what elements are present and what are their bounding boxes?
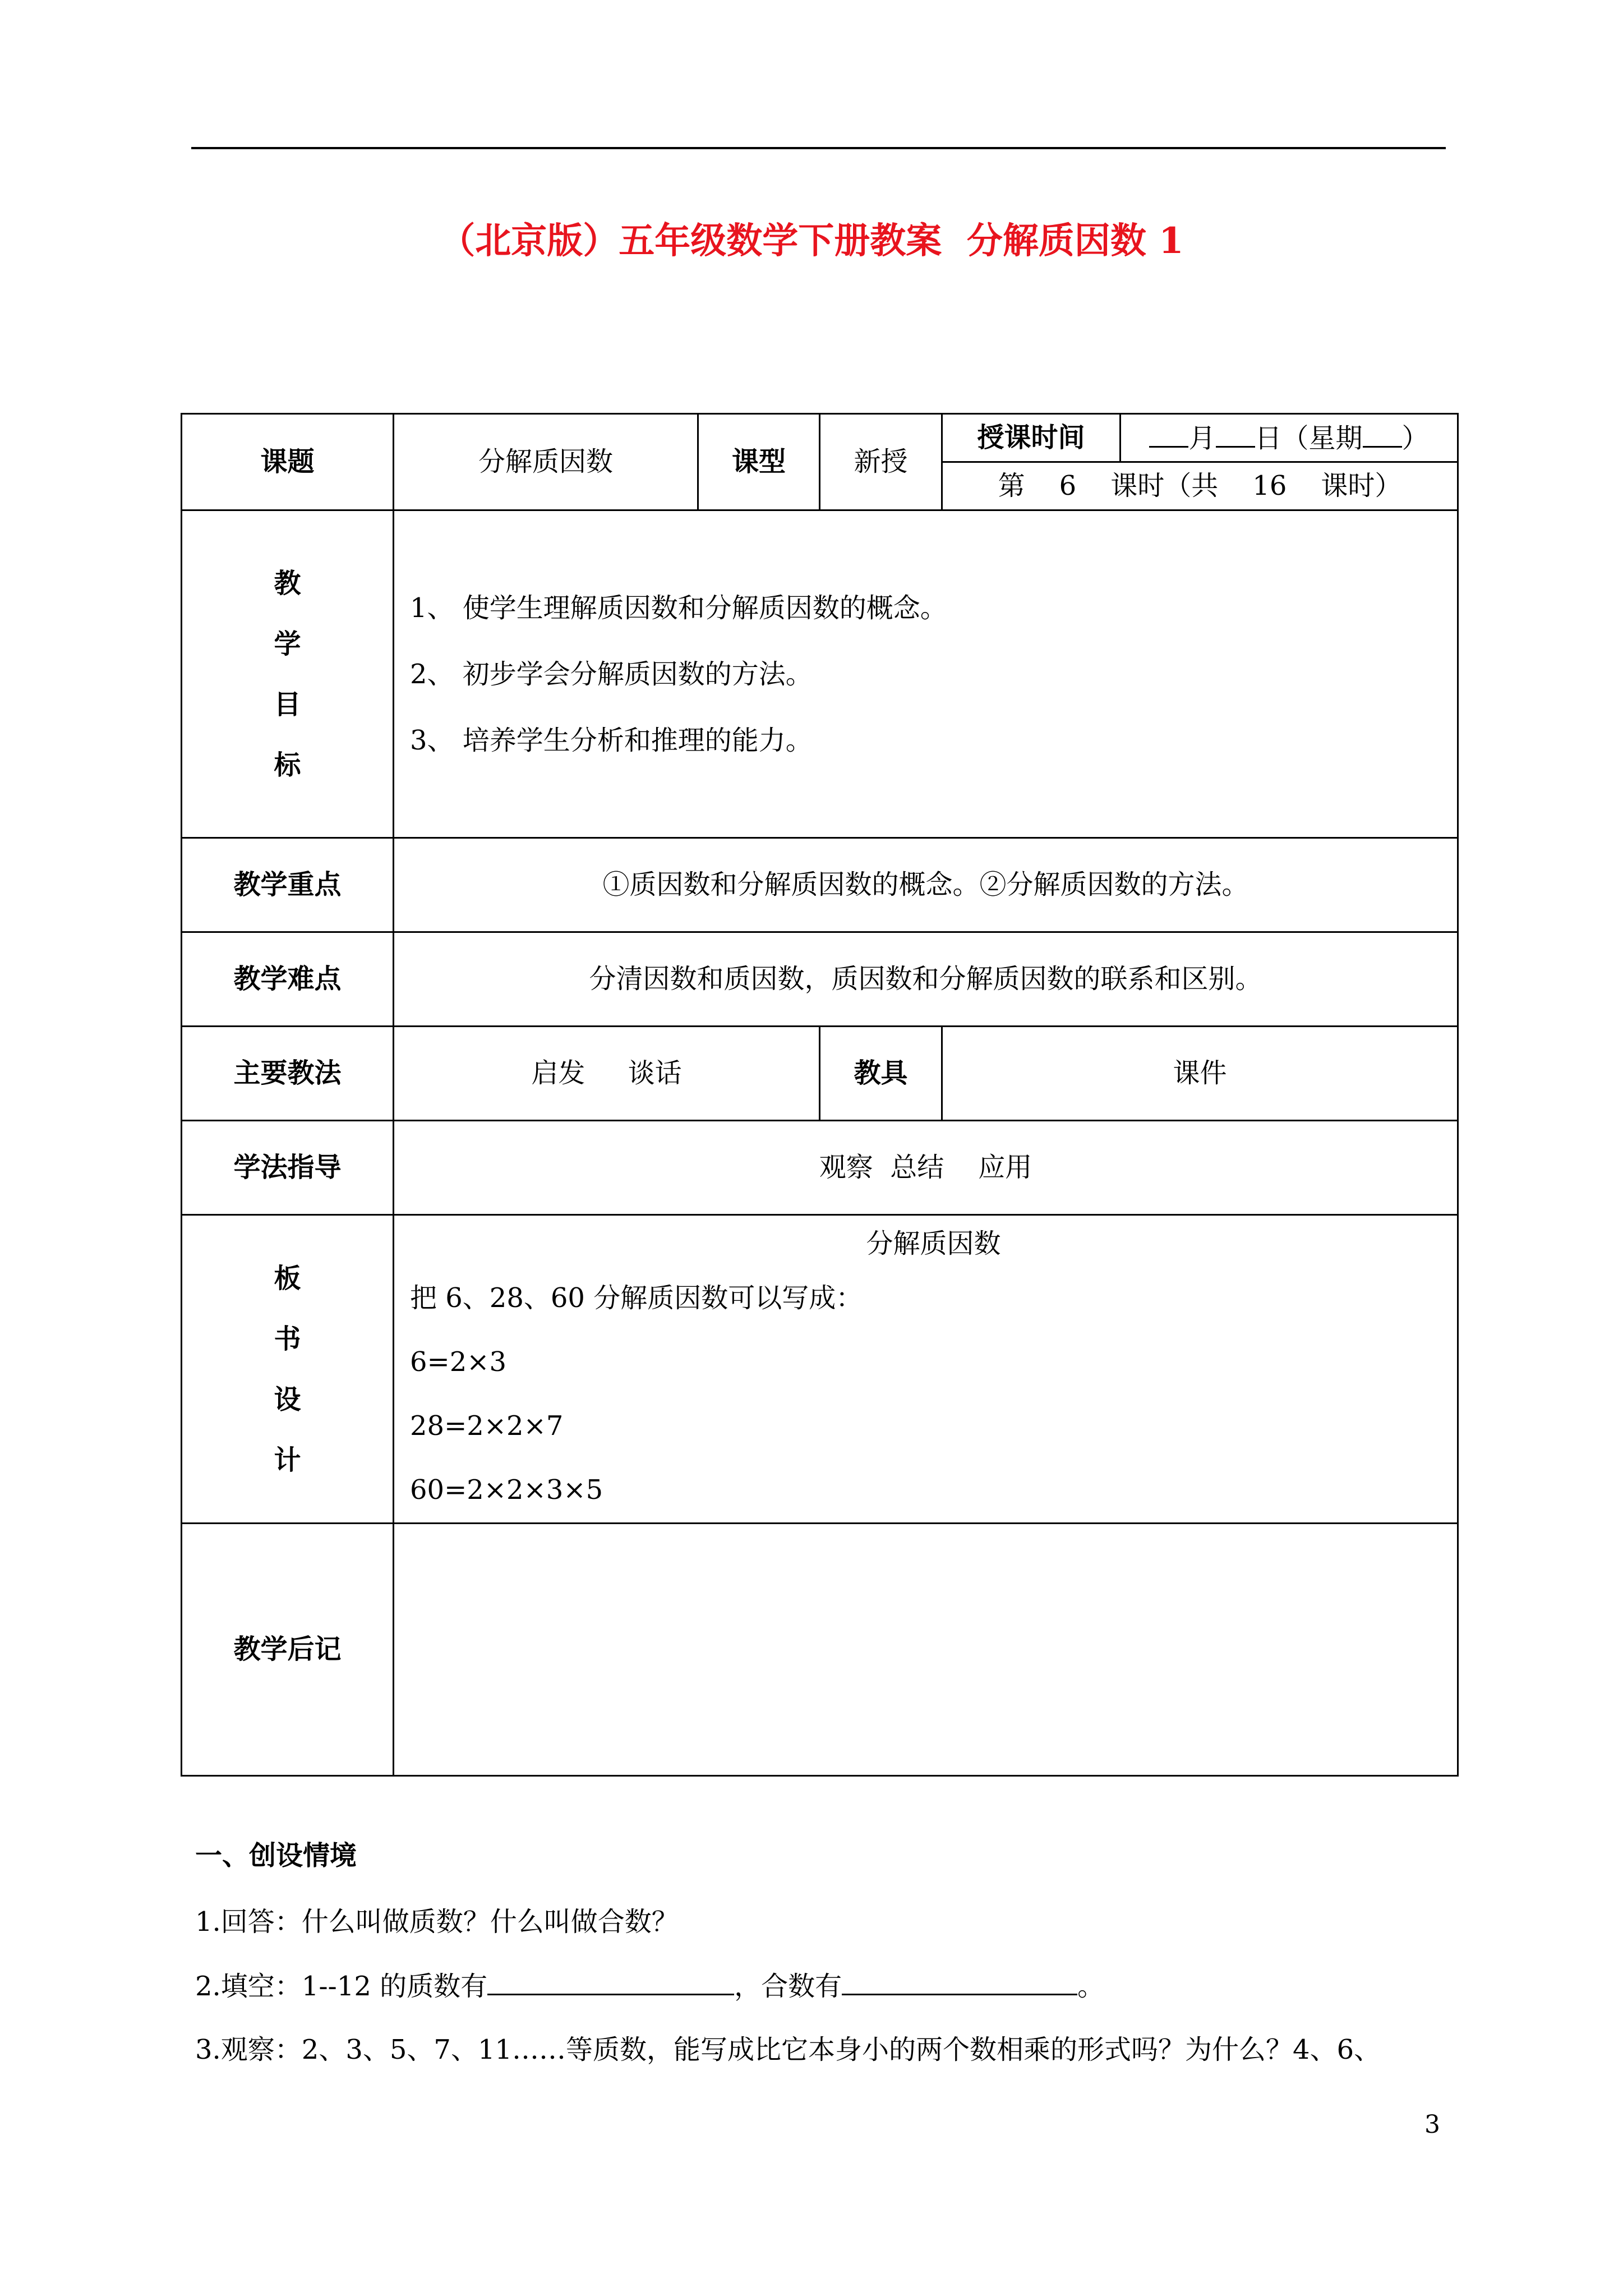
difficulty-label: 教学难点 (182, 932, 394, 1027)
key-points-value: ①质因数和分解质因数的概念。②分解质因数的方法。 (394, 838, 1458, 932)
method-value: 启发 谈话 (394, 1027, 820, 1121)
time-label: 授课时间 (942, 414, 1121, 462)
difficulty-value: 分清因数和质因数，质因数和分解质因数的联系和区别。 (394, 932, 1458, 1027)
goals-label: 教 学 目 标 (182, 510, 394, 838)
guide-value: 观察 总结 应用 (394, 1121, 1458, 1215)
key-points-label: 教学重点 (182, 838, 394, 932)
period-text: 第 6 课时（共 16 课时） (942, 462, 1458, 510)
goal-item: 3、 培养学生分析和推理的能力。 (410, 724, 813, 756)
blank-primes (487, 1969, 734, 1995)
question-2: 2.填空：1--12 的质数有 ，合数有 。 (195, 1969, 1104, 2003)
topic-label: 课题 (182, 414, 394, 510)
board-title: 分解质因数 (866, 1228, 1001, 1259)
notes-value (394, 1524, 1458, 1776)
goal-item: 2、 初步学会分解质因数的方法。 (410, 658, 813, 690)
board-line: 60=2×2×3×5 (410, 1474, 603, 1506)
topic-value: 分解质因数 (394, 414, 698, 510)
blank-composites (842, 1969, 1077, 1995)
tools-label: 教具 (820, 1027, 942, 1121)
board-line: 28=2×2×7 (410, 1410, 564, 1442)
question-1: 1.回答：什么叫做质数？什么叫做合数？ (195, 1906, 679, 1938)
guide-label: 学法指导 (182, 1121, 394, 1215)
date-field: 月 日（星期 ） (1121, 414, 1458, 462)
section-heading: 一、创设情境 (195, 1840, 357, 1871)
header-rule (191, 147, 1446, 149)
question-3: 3.观察：2、3、5、7、11……等质数，能写成比它本身小的两个数相乘的形式吗？为什么？4、6、 (195, 2034, 1381, 2065)
board-line: 6=2×3 (410, 1346, 507, 1378)
goals-list (394, 510, 1458, 838)
board-design (394, 1215, 1458, 1524)
notes-label: 教学后记 (182, 1524, 394, 1776)
page-number: 3 (1424, 2110, 1440, 2139)
lesson-plan-table (181, 413, 1459, 1777)
board-label: 板 书 设 计 (182, 1215, 394, 1524)
method-label: 主要教法 (182, 1027, 394, 1121)
board-line: 把 6、28、60 分解质因数可以写成： (410, 1282, 863, 1314)
type-label: 课型 (698, 414, 820, 510)
goal-item: 1、 使学生理解质因数和分解质因数的概念。 (410, 592, 947, 624)
type-value: 新授 (820, 414, 942, 510)
page-title: （北京版）五年级数学下册教案 分解质因数 1 (439, 220, 1184, 262)
tools-value: 课件 (942, 1027, 1458, 1121)
